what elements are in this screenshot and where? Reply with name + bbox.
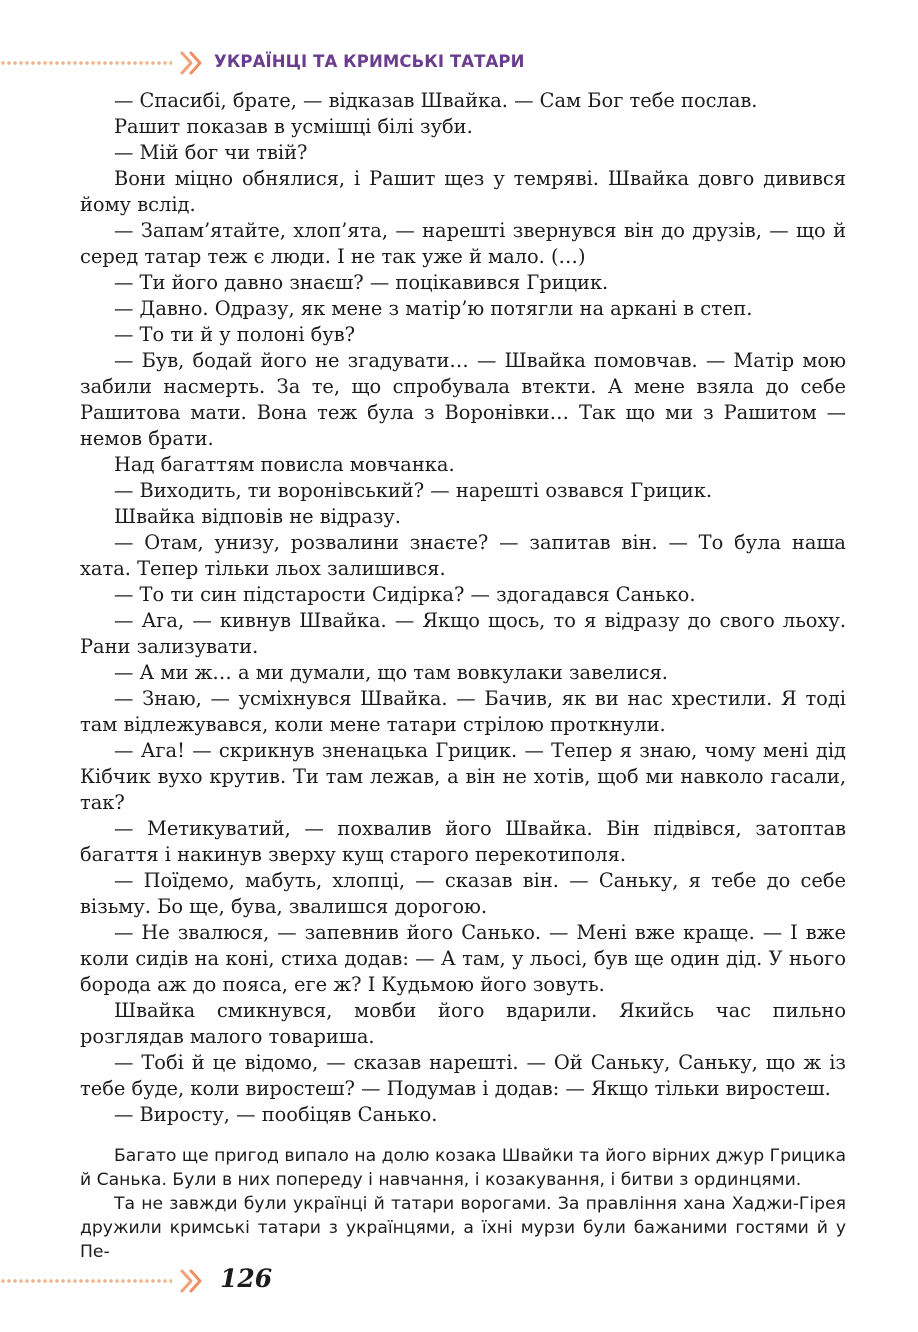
story-paragraph: Над багаттям повисла мовчанка. <box>114 453 455 476</box>
story-paragraph: Швайка відповів не відразу. <box>114 505 401 528</box>
story-paragraph: — Мій бог чи твій? <box>114 141 308 164</box>
dotted-rule <box>0 61 172 65</box>
story-paragraph: — Ти його давно знаєш? — поцікавився Грицик. <box>114 271 609 294</box>
page-footer <box>0 1262 918 1302</box>
story-paragraph: — Виросту, — пообіцяв Санько. <box>114 1103 438 1126</box>
story-paragraph: — Був, бодай його не згадувати… — Швайка помовчав. — Матір мою забили насмерть. За те, що спробувала втекти. А мене взяла до себе Рашитова мати. Вона теж була з Воронівки… Так що ми з Рашитом — немов брати. <box>80 349 846 450</box>
story-paragraph: — Не звалюся, — запевнив його Санько. — Мені вже краще. — І вже коли сидів на коні, стиха додав: — А там, у льосі, був ще один дід. У нього борода аж до пояса, еге ж? І Кудьмою його зовуть. <box>80 921 846 996</box>
story-paragraph: — Виходить, ти воронівський? — нарешті озвався Грицик. <box>114 479 713 502</box>
story-paragraph: — Метикуватий, — похвалив його Швайка. Він підвівся, затоптав багаття і накинув зверху кущ старого перекотиполя. <box>80 817 846 866</box>
chevron-arrow-icon <box>178 1266 208 1296</box>
story-paragraph: Вони міцно обнялися, і Рашит щез у темряві. Швайка довго дивився йому вслід. <box>80 167 846 216</box>
story-paragraph: Швайка смикнувся, мовби його вдарили. Якийсь час пильно розглядав малого товариша. <box>80 999 846 1048</box>
story-paragraph: — Ага! — скрикнув зненацька Грицик. — Тепер я знаю, чому мені дід Кібчик вухо крутив. Ти там лежав, а він не хотів, щоб ми навколо гасали, так? <box>80 739 846 814</box>
running-header <box>0 48 918 80</box>
chevron-arrow-icon <box>178 48 208 78</box>
story-paragraph: — Ага, — кивнув Швайка. — Якщо щось, то я відразу до свого льоху. Рани зализувати. <box>80 609 846 658</box>
dotted-rule <box>0 1279 172 1283</box>
story-paragraph: — Знаю, — усміхнувся Швайка. — Бачив, як ви нас хрестили. Я тоді там відлежувався, коли мене татари стрілою проткнули. <box>80 687 846 736</box>
story-paragraph: — То ти й у полоні був? <box>114 323 356 346</box>
section-title: УКРАЇНЦІ ТА КРИМСЬКІ ТАТАРИ <box>214 52 525 71</box>
story-paragraph: — Тобі й це відомо, — сказав нарешті. — Ой Саньку, Саньку, що ж із тебе буде, коли виростеш? — Подумав і додав: — Якщо тільки виростеш. <box>80 1051 846 1100</box>
story-excerpt <box>80 88 846 1128</box>
story-paragraph: — Спасибі, брате, — відказав Швайка. — Сам Бог тебе послав. <box>114 89 758 112</box>
narrative-text <box>80 1144 846 1264</box>
story-paragraph: — То ти син підстарости Сидірка? — здогадався Санько. <box>114 583 696 606</box>
story-paragraph: — Давно. Одразу, як мене з матір’ю потягли на аркані в степ. <box>114 297 753 320</box>
prose-paragraph: Багато ще пригод випало на долю козака Швайки та його вірних джур Грицика й Санька. Були в них попереду і навчання, і козакування, і битви з ординцями. <box>80 1146 846 1190</box>
prose-paragraph: Та не завжди були українці й татари ворогами. За правління хана Хаджи-Гірея дружили кримські татари з українцями, а їхні мурзи були бажаними гостями й у Пе- <box>80 1194 846 1262</box>
story-paragraph: — Поїдемо, мабуть, хлопці, — сказав він. — Саньку, я тебе до себе візьму. Бо ще, бува, звалишся дорогою. <box>80 869 846 918</box>
story-paragraph: — А ми ж… а ми думали, що там вовкулаки завелися. <box>114 661 668 684</box>
page-number: 126 <box>220 1264 273 1293</box>
story-paragraph: — Запам’ятайте, хлоп’ята, — нарешті звернувся він до друзів, — що й серед татар теж є люди. І не так уже й мало. (…) <box>80 219 846 268</box>
story-paragraph: Рашит показав в усмішці білі зуби. <box>114 115 473 138</box>
story-paragraph: — Отам, унизу, розвалини знаєте? — запитав він. — То була наша хата. Тепер тільки льох залишився. <box>80 531 846 580</box>
